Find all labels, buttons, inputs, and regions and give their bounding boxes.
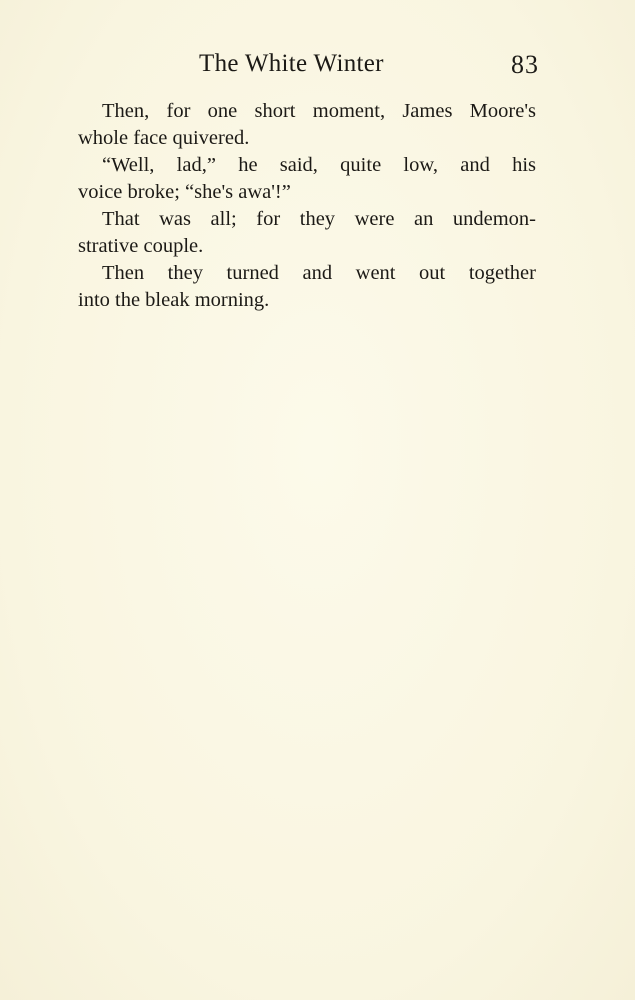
paragraph-2: [78, 152, 536, 206]
paragraph-line: Then, for one short moment, James Moore's: [102, 100, 536, 122]
paragraph-line: That was all; for they were an undemon-: [102, 208, 536, 230]
paragraph-line: into the bleak morning.: [78, 289, 270, 311]
body-text: [78, 98, 536, 314]
paragraph-line: voice broke; “she's awa'!”: [78, 181, 291, 203]
paragraph-line: whole face quivered.: [78, 127, 250, 149]
running-title: The White Winter: [199, 50, 384, 77]
paragraph-line: “Well, lad,” he said, quite low, and his: [102, 154, 536, 176]
paragraph-3: [78, 206, 536, 260]
paragraph-line: strative couple.: [78, 235, 204, 257]
paragraph-line: Then they turned and went out together: [102, 262, 536, 284]
page-header: [0, 46, 635, 86]
page-number: 83: [511, 50, 539, 79]
paragraph-4: [78, 260, 536, 314]
paragraph-1: [78, 98, 536, 152]
